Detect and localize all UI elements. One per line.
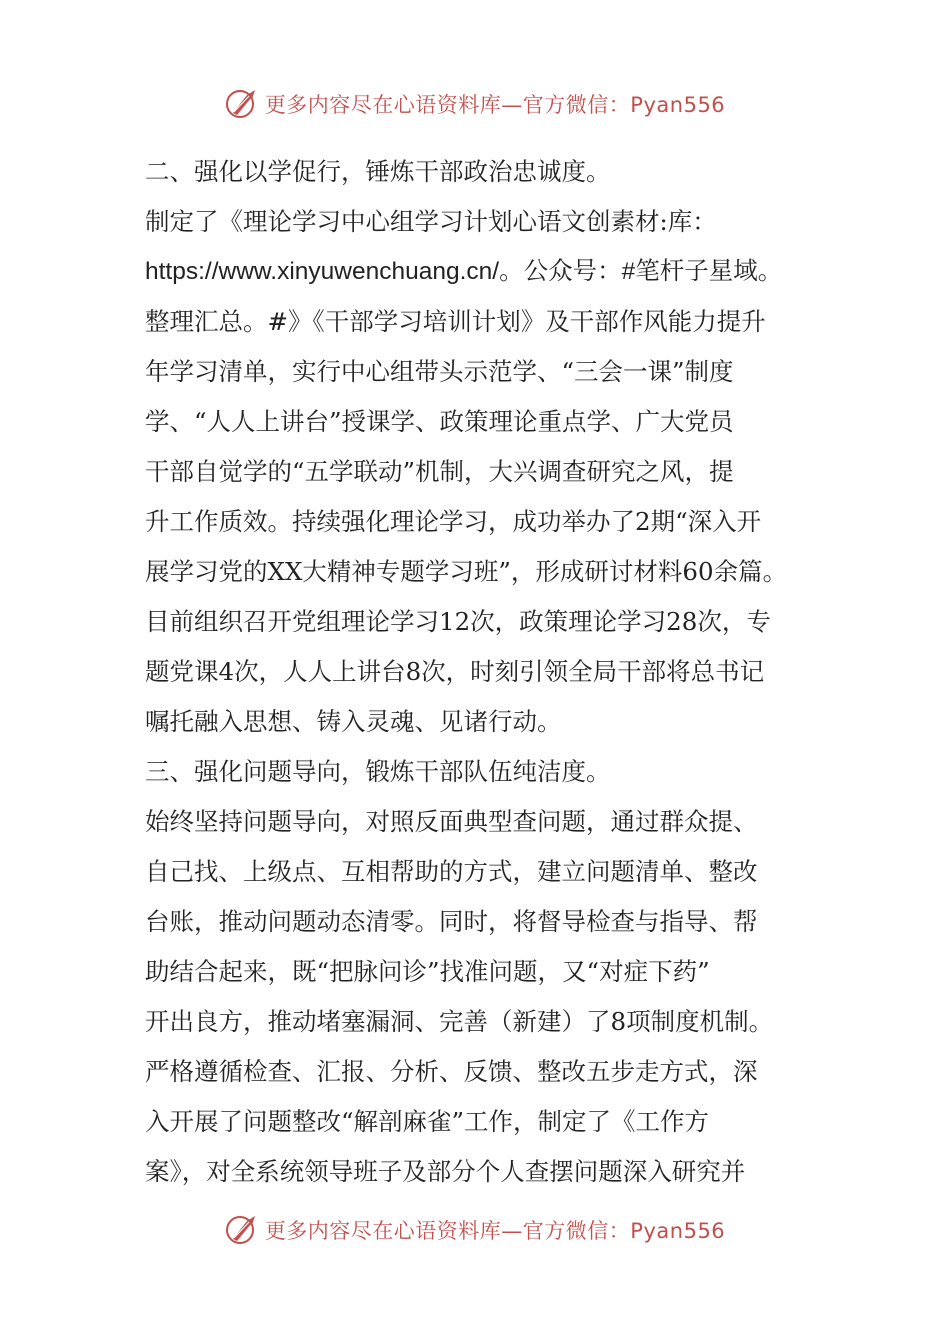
paragraph-line: 展学习党的XX大精神专题学习班”，形成研讨材料60余篇。 [145, 557, 788, 586]
paragraph-line: 整理汇总。#》《干部学习培训计划》及干部作风能力提升 [145, 307, 766, 336]
paragraph-line: 助结合起来，既“把脉问诊”找准问题，又“对症下药” [145, 957, 710, 986]
paragraph-line-url: https://www.xinyuwenchuang.cn/。公众号：#笔杆子星域。 [145, 258, 783, 285]
paragraph-line: 案》，对全系统领导班子及部分个人查摆问题深入研究并 [145, 1157, 746, 1186]
paragraph-line: 入开展了问题整改“解剖麻雀”工作，制定了《工作方 [145, 1107, 710, 1136]
paragraph-line: 升工作质效。持续强化理论学习，成功举办了2期“深入开 [145, 507, 762, 536]
paragraph-line: 题党课4次，人人上讲台8次，时刻引领全局干部将总书记 [145, 657, 765, 686]
paragraph-line: 始终坚持问题导向，对照反面典型查问题，通过群众提、 [145, 807, 758, 836]
paragraph-line: 目前组织召开党组理论学习12次，政策理论学习28次，专 [145, 607, 771, 636]
paragraph-line: 开出良方，推动堵塞漏洞、完善（新建）了8项制度机制。 [145, 1007, 774, 1036]
document-body [145, 147, 815, 1197]
pen-nib-logo-icon [225, 1213, 259, 1247]
section-heading: 二、强化以学促行，锤炼干部政治忠诚度。 [145, 157, 611, 186]
header-banner-text: 更多内容尽在心语资料库—官方微信：Pyan556 [264, 93, 726, 117]
section-heading: 三、强化问题导向，锻炼干部队伍纯洁度。 [145, 757, 611, 786]
paragraph-line: 台账，推动问题动态清零。同时，将督导检查与指导、帮 [145, 907, 758, 936]
paragraph-line: 干部自觉学的“五学联动”机制，大兴调查研究之风，提 [145, 457, 734, 486]
footer-banner [0, 1210, 950, 1250]
paragraph-line: 严格遵循检查、汇报、分析、反馈、整改五步走方式，深 [145, 1057, 758, 1086]
pen-nib-logo-icon [225, 87, 259, 121]
paragraph-line: 自己找、上级点、互相帮助的方式，建立问题清单、整改 [145, 857, 758, 886]
paragraph-line: 学、“人人上讲台”授课学、政策理论重点学、广大党员 [145, 407, 734, 436]
header-banner [0, 84, 950, 124]
paragraph-line: 嘱托融入思想、铸入灵魂、见诸行动。 [145, 707, 562, 736]
paragraph-line: 制定了《理论学习中心组学习计划心语文创素材:库： [145, 207, 717, 236]
paragraph-line: 年学习清单，实行中心组带头示范学、“三会一课”制度 [145, 357, 734, 386]
footer-banner-text: 更多内容尽在心语资料库—官方微信：Pyan556 [264, 1219, 726, 1243]
